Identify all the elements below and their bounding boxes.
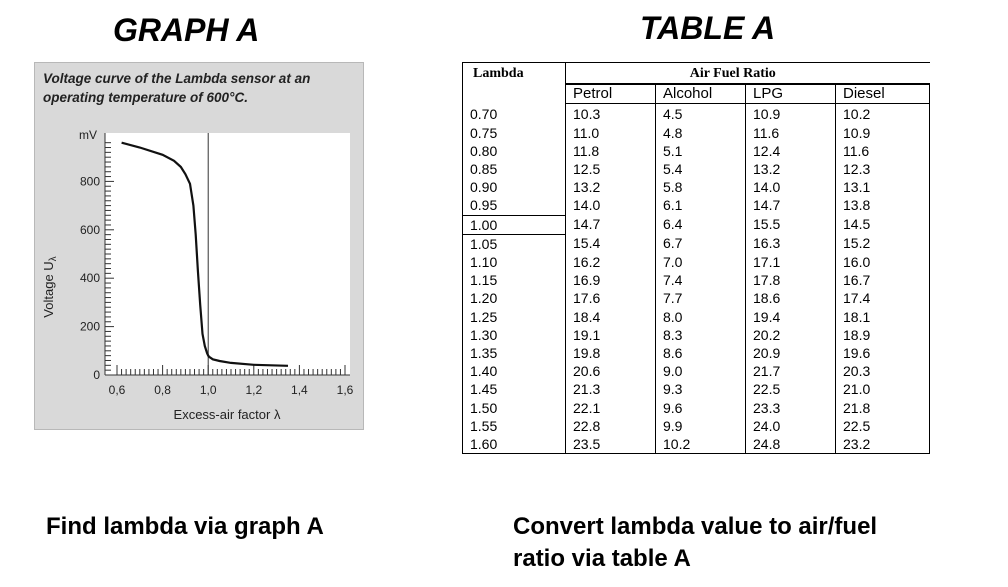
ratio-cell-diesel: 14.5 (836, 215, 930, 234)
ratio-cell-alcohol: 5.1 (656, 142, 746, 160)
ratio-cell-petrol: 11.0 (566, 124, 656, 142)
ratio-cell-petrol: 10.3 (566, 104, 656, 124)
ratio-cell-diesel: 18.1 (836, 308, 930, 326)
table-row (463, 362, 930, 380)
ratio-cell-lpg: 17.8 (746, 271, 836, 289)
ratio-cell-lpg: 22.5 (746, 380, 836, 398)
column-header-diesel: Diesel (836, 84, 930, 104)
lambda-cell: 1.40 (463, 362, 566, 380)
ratio-cell-alcohol: 7.4 (656, 271, 746, 289)
graph-panel (34, 62, 364, 430)
ratio-cell-alcohol: 6.7 (656, 234, 746, 253)
x-tick-label: 0,6 (108, 383, 126, 397)
ratio-cell-petrol: 22.8 (566, 417, 656, 435)
table-row (463, 380, 930, 398)
x-tick-label: 1,0 (199, 383, 217, 397)
table-row (463, 178, 930, 196)
ratio-cell-lpg: 24.8 (746, 435, 836, 454)
ratio-cell-lpg: 18.6 (746, 289, 836, 307)
table-row (463, 124, 930, 142)
ratio-cell-alcohol: 9.9 (656, 417, 746, 435)
table-row (463, 399, 930, 417)
ratio-cell-diesel: 10.2 (836, 104, 930, 124)
ratio-cell-diesel: 17.4 (836, 289, 930, 307)
table-row (463, 234, 930, 253)
header-lambda: Lambda (463, 63, 566, 85)
ratio-cell-alcohol: 6.1 (656, 196, 746, 215)
table-row (463, 326, 930, 344)
column-header-alcohol: Alcohol (656, 84, 746, 104)
x-tick-label: 1,2 (245, 383, 263, 397)
ratio-cell-lpg: 13.2 (746, 160, 836, 178)
table-row (463, 160, 930, 178)
y-axis-label (41, 256, 59, 317)
ratio-cell-diesel: 19.6 (836, 344, 930, 362)
ratio-cell-diesel: 13.1 (836, 178, 930, 196)
ratio-cell-diesel: 10.9 (836, 124, 930, 142)
ratio-cell-alcohol: 8.6 (656, 344, 746, 362)
ratio-cell-petrol: 19.1 (566, 326, 656, 344)
lambda-cell: 1.35 (463, 344, 566, 362)
table-row (463, 344, 930, 362)
lambda-cell: 0.70 (463, 104, 566, 124)
lambda-voltage-chart (35, 63, 365, 431)
ratio-cell-alcohol: 9.3 (656, 380, 746, 398)
table-row (463, 196, 930, 215)
y-tick-label: 200 (79, 319, 100, 334)
table-heading: TABLE A (640, 10, 776, 46)
ratio-cell-lpg: 16.3 (746, 234, 836, 253)
ratio-cell-diesel: 18.9 (836, 326, 930, 344)
ratio-cell-diesel: 15.2 (836, 234, 930, 253)
ratio-cell-petrol: 23.5 (566, 435, 656, 454)
ratio-cell-lpg: 21.7 (746, 362, 836, 380)
x-axis-label: Excess-air factor λ (173, 407, 281, 422)
x-tick-label: 0,8 (154, 383, 171, 397)
ratio-cell-alcohol: 5.4 (656, 160, 746, 178)
ratio-cell-alcohol: 4.5 (656, 104, 746, 124)
table-row (463, 289, 930, 307)
ratio-cell-petrol: 14.0 (566, 196, 656, 215)
ratio-cell-lpg: 20.9 (746, 344, 836, 362)
ratio-cell-diesel: 23.2 (836, 435, 930, 454)
x-tick-label: 1,4 (291, 383, 308, 397)
ratio-cell-lpg: 23.3 (746, 399, 836, 417)
y-axis-label-subscript: λ (48, 256, 59, 262)
ratio-cell-petrol: 16.9 (566, 271, 656, 289)
ratio-cell-petrol: 20.6 (566, 362, 656, 380)
lambda-cell: 0.75 (463, 124, 566, 142)
ratio-cell-alcohol: 8.3 (656, 326, 746, 344)
right-instruction: Convert lambda value to air/fuel ratio via table A (513, 513, 878, 572)
header-air-fuel-ratio: Air Fuel Ratio (566, 63, 930, 85)
lambda-cell: 0.95 (463, 196, 566, 215)
air-fuel-ratio-table (462, 62, 930, 454)
ratio-cell-lpg: 15.5 (746, 215, 836, 234)
ratio-cell-alcohol: 6.4 (656, 215, 746, 234)
table-row (463, 142, 930, 160)
ratio-cell-diesel: 21.0 (836, 380, 930, 398)
ratio-cell-lpg: 19.4 (746, 308, 836, 326)
table-row (463, 215, 930, 234)
graph-caption: Voltage curve of the Lambda sensor at an operating temperature of 600°C. (43, 71, 311, 105)
ratio-cell-diesel: 12.3 (836, 160, 930, 178)
ratio-cell-lpg: 12.4 (746, 142, 836, 160)
ratio-cell-petrol: 15.4 (566, 234, 656, 253)
ratio-cell-alcohol: 4.8 (656, 124, 746, 142)
ratio-cell-petrol: 14.7 (566, 215, 656, 234)
ratio-cell-lpg: 24.0 (746, 417, 836, 435)
ratio-cell-lpg: 10.9 (746, 104, 836, 124)
table-row (463, 435, 930, 454)
lambda-cell: 1.10 (463, 253, 566, 271)
ratio-cell-lpg: 14.7 (746, 196, 836, 215)
header-lambda-spacer (463, 84, 566, 104)
x-tick-label: 1,6 (336, 383, 354, 397)
y-tick-label: 800 (79, 174, 100, 189)
lambda-cell: 1.55 (463, 417, 566, 435)
lambda-cell: 1.45 (463, 380, 566, 398)
ratio-cell-petrol: 16.2 (566, 253, 656, 271)
ratio-cell-petrol: 12.5 (566, 160, 656, 178)
table-row (463, 308, 930, 326)
ratio-cell-lpg: 14.0 (746, 178, 836, 196)
ratio-cell-lpg: 20.2 (746, 326, 836, 344)
ratio-cell-alcohol: 7.7 (656, 289, 746, 307)
column-header-petrol: Petrol (566, 84, 656, 104)
ratio-cell-alcohol: 7.0 (656, 253, 746, 271)
lambda-cell: 1.00 (463, 215, 566, 234)
ratio-cell-alcohol: 5.8 (656, 178, 746, 196)
table-row (463, 104, 930, 124)
lambda-cell: 1.60 (463, 435, 566, 454)
ratio-cell-petrol: 18.4 (566, 308, 656, 326)
ratio-cell-diesel: 20.3 (836, 362, 930, 380)
y-axis-unit: mV (79, 128, 97, 142)
table-row (463, 271, 930, 289)
ratio-cell-lpg: 11.6 (746, 124, 836, 142)
y-tick-label: 400 (79, 271, 100, 286)
ratio-cell-petrol: 21.3 (566, 380, 656, 398)
table-row (463, 417, 930, 435)
ratio-cell-diesel: 21.8 (836, 399, 930, 417)
ratio-cell-lpg: 17.1 (746, 253, 836, 271)
column-header-lpg: LPG (746, 84, 836, 104)
lambda-cell: 1.05 (463, 234, 566, 253)
lambda-cell: 1.15 (463, 271, 566, 289)
lambda-cell: 0.85 (463, 160, 566, 178)
ratio-cell-alcohol: 9.0 (656, 362, 746, 380)
ratio-cell-diesel: 11.6 (836, 142, 930, 160)
lambda-cell: 1.25 (463, 308, 566, 326)
left-instruction: Find lambda via graph A (46, 513, 324, 540)
ratio-cell-alcohol: 8.0 (656, 308, 746, 326)
ratio-cell-alcohol: 10.2 (656, 435, 746, 454)
ratio-cell-petrol: 19.8 (566, 344, 656, 362)
ratio-cell-petrol: 11.8 (566, 142, 656, 160)
y-tick-label: 0 (93, 368, 100, 382)
ratio-cell-diesel: 16.0 (836, 253, 930, 271)
ratio-cell-diesel: 13.8 (836, 196, 930, 215)
ratio-cell-petrol: 13.2 (566, 178, 656, 196)
lambda-cell: 0.90 (463, 178, 566, 196)
lambda-cell: 1.30 (463, 326, 566, 344)
air-fuel-table-container (462, 62, 929, 454)
ratio-cell-diesel: 22.5 (836, 417, 930, 435)
ratio-cell-petrol: 17.6 (566, 289, 656, 307)
lambda-cell: 0.80 (463, 142, 566, 160)
table-row (463, 253, 930, 271)
lambda-cell: 1.20 (463, 289, 566, 307)
graph-heading: GRAPH A (113, 12, 260, 48)
ratio-cell-alcohol: 9.6 (656, 399, 746, 417)
ratio-cell-diesel: 16.7 (836, 271, 930, 289)
y-axis-label-text: Voltage U (41, 261, 56, 318)
y-tick-label: 600 (79, 222, 100, 237)
plot-background (105, 133, 350, 375)
ratio-cell-petrol: 22.1 (566, 399, 656, 417)
lambda-cell: 1.50 (463, 399, 566, 417)
